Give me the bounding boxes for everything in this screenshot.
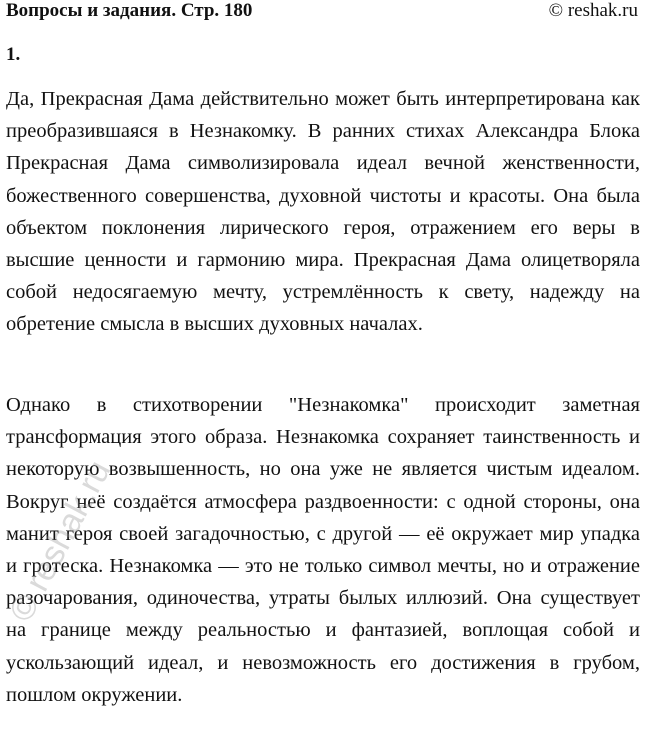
task-number: 1. bbox=[6, 44, 21, 65]
text-line: Однако в стихотворении "Незнакомка" происходит заметная bbox=[6, 394, 640, 416]
text-line: Да, Прекрасная Дама действительно может быть интерпретирована как bbox=[6, 88, 640, 110]
text-line: обретение смысла в высших духовных началах. bbox=[6, 313, 423, 336]
text-line: и гротеска. Незнакомка — это не только символ мечты, но и отражение bbox=[6, 554, 640, 577]
text-line: некоторую возвышенность, но она уже не является чистым идеалом. bbox=[6, 458, 640, 481]
text-line: Вокруг неё создаётся атмосфера раздвоенности: с одной стороны, она bbox=[6, 490, 640, 513]
text-line: на границе между реальностью и фантазией, воплощая собой и bbox=[6, 619, 640, 642]
text-line: разочарования, одиночества, утраты былых иллюзий. Она существует bbox=[6, 587, 640, 610]
text-line: пошлом окружении. bbox=[6, 683, 183, 706]
watermark: © reshak.ru bbox=[2, 454, 119, 628]
section-title: Вопросы и задания. Стр. 180 bbox=[6, 0, 253, 21]
text-line: манит героя своей загадочностью, с другой — её окружает мир упадка bbox=[6, 522, 640, 545]
text-line: Прекрасная Дама символизировала идеал вечной женственности, bbox=[6, 152, 640, 175]
text-line: собой недосягаемую мечту, устремлённость к свету, надежду на bbox=[6, 281, 640, 304]
site-label: © reshak.ru bbox=[548, 0, 638, 21]
text-line: ускользающий идеал, и невозможность его достижения в грубом, bbox=[6, 651, 640, 674]
text-line: трансформация этого образа. Незнакомка сохраняет таинственность и bbox=[6, 426, 640, 449]
text-line: объектом поклонения лирического героя, отражением его веры в bbox=[6, 216, 640, 239]
text-line: преобразившаяся в Незнакомку. В ранних стихах Александра Блока bbox=[6, 120, 640, 143]
text-line: божественного совершенства, духовной чистоты и красоты. Она была bbox=[6, 184, 640, 207]
paragraph-1 bbox=[6, 83, 640, 341]
text-line: высшие ценности и гармонию мира. Прекрасная Дама олицетворяла bbox=[6, 248, 640, 271]
paragraph-2 bbox=[6, 389, 640, 711]
